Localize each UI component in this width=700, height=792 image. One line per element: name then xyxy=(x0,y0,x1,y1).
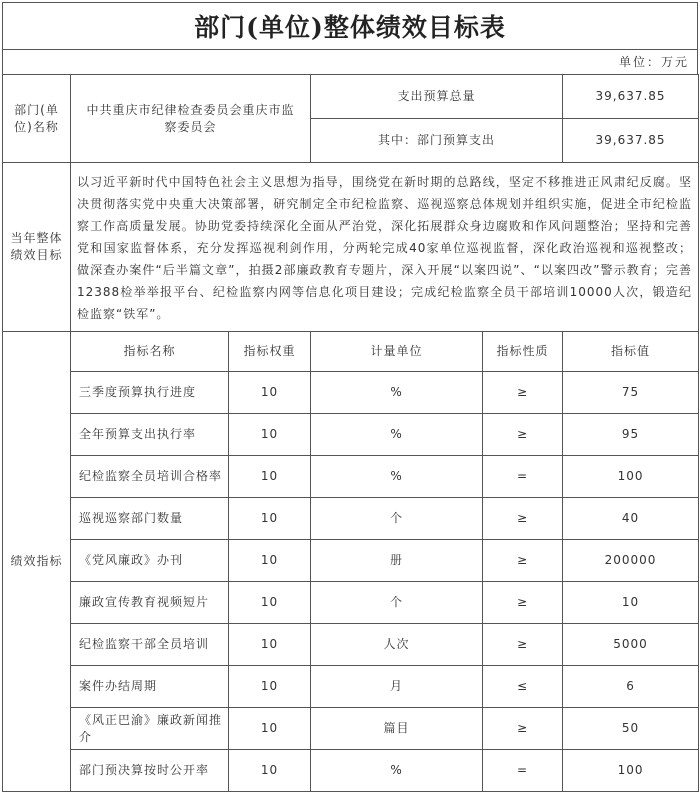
header-value: 指标值 xyxy=(563,332,699,372)
metric-unit: 个 xyxy=(311,582,483,624)
metric-weight: 10 xyxy=(229,498,311,540)
metric-unit: 人次 xyxy=(311,624,483,666)
metric-nature: ≥ xyxy=(483,624,563,666)
goal-label-cell: 当年整体绩效目标 xyxy=(3,163,71,332)
dept-name-cell: 中共重庆市纪律检查委员会重庆市监察委员会 xyxy=(71,75,311,163)
metric-unit: % xyxy=(311,456,483,498)
metric-nature: ≤ xyxy=(483,666,563,708)
metric-name: 案件办结周期 xyxy=(71,666,229,708)
metric-weight: 10 xyxy=(229,372,311,414)
metric-name: 部门预决算按时公开率 xyxy=(71,750,229,792)
goal-text-cell: 以习近平新时代中国特色社会主义思想为指导，围绕党在新时期的总路线，坚定不移推进正风肃纪反腐。坚决贯彻落实党中央重大决策部署，研究制定全市纪检监察、巡视巡察总体规划并组织实施，促进全市纪检监察工作高质量发展。协助党委持续深化全面从严治党，深化拓展群众身边腐败和作风问题整治；坚持和完善党和国家监督体系，充分发挥巡视利剑作用，分两轮完成40家单位巡视监督，深化政治巡视和巡视整改；做深查办案件“后半篇文章”，拍摄2部廉政教育专题片，深入开展“以案四说”、“以案四改”警示教育；完善12388检举举报平台、纪检监察内网等信息化项目建设；完成纪检监察全员干部培训10000人次，锻造纪检监察“铁军”。 xyxy=(71,163,699,332)
goal-row xyxy=(3,163,699,332)
metric-weight: 10 xyxy=(229,750,311,792)
metric-nature: ≥ xyxy=(483,540,563,582)
dept-row-1 xyxy=(3,75,699,119)
metric-name: 《风正巴渝》廉政新闻推介 xyxy=(71,708,229,750)
metric-value: 40 xyxy=(563,498,699,540)
metric-value: 50 xyxy=(563,708,699,750)
table-row xyxy=(3,498,699,540)
metric-value: 200000 xyxy=(563,540,699,582)
metric-unit: % xyxy=(311,414,483,456)
budget-dept-label: 其中：部门预算支出 xyxy=(311,119,563,163)
table-row xyxy=(3,456,699,498)
table-row xyxy=(3,624,699,666)
metrics-label-cell: 绩效指标 xyxy=(3,332,71,792)
metric-nature: ≥ xyxy=(483,582,563,624)
header-weight: 指标权重 xyxy=(229,332,311,372)
table-row xyxy=(3,582,699,624)
table-row xyxy=(3,750,699,792)
metric-value: 100 xyxy=(563,750,699,792)
unit-note: 单位：万元 xyxy=(2,49,698,75)
metric-nature: ≥ xyxy=(483,372,563,414)
metrics-header-row xyxy=(3,332,699,372)
metric-weight: 10 xyxy=(229,582,311,624)
header-unit: 计量单位 xyxy=(311,332,483,372)
page-title: 部门(单位)整体绩效目标表 xyxy=(2,2,698,50)
metric-nature: ≥ xyxy=(483,708,563,750)
dept-label-cell: 部门(单位)名称 xyxy=(3,75,71,163)
metric-nature: = xyxy=(483,750,563,792)
table-row xyxy=(3,708,699,750)
metric-unit: 个 xyxy=(311,498,483,540)
metric-weight: 10 xyxy=(229,666,311,708)
metric-weight: 10 xyxy=(229,708,311,750)
table-row xyxy=(3,666,699,708)
table-row xyxy=(3,372,699,414)
metric-nature: ≥ xyxy=(483,498,563,540)
metric-unit: % xyxy=(311,750,483,792)
metric-value: 5000 xyxy=(563,624,699,666)
budget-dept-value: 39,637.85 xyxy=(563,119,699,163)
budget-total-value: 39,637.85 xyxy=(563,75,699,119)
metric-name: 全年预算支出执行率 xyxy=(71,414,229,456)
metric-weight: 10 xyxy=(229,414,311,456)
metric-weight: 10 xyxy=(229,540,311,582)
budget-total-label: 支出预算总量 xyxy=(311,75,563,119)
metric-name: 《党风廉政》办刊 xyxy=(71,540,229,582)
header-nature: 指标性质 xyxy=(483,332,563,372)
header-name: 指标名称 xyxy=(71,332,229,372)
target-table xyxy=(2,74,699,792)
metric-unit: 月 xyxy=(311,666,483,708)
metric-name: 廉政宣传教育视频短片 xyxy=(71,582,229,624)
table-row xyxy=(3,540,699,582)
metric-value: 75 xyxy=(563,372,699,414)
metric-unit: 册 xyxy=(311,540,483,582)
metric-value: 10 xyxy=(563,582,699,624)
metric-weight: 10 xyxy=(229,624,311,666)
metric-value: 6 xyxy=(563,666,699,708)
metric-name: 巡视巡察部门数量 xyxy=(71,498,229,540)
metric-nature: = xyxy=(483,456,563,498)
metric-value: 95 xyxy=(563,414,699,456)
metric-unit: % xyxy=(311,372,483,414)
table-row xyxy=(3,414,699,456)
metric-unit: 篇目 xyxy=(311,708,483,750)
metric-nature: ≥ xyxy=(483,414,563,456)
metric-name: 纪检监察全员培训合格率 xyxy=(71,456,229,498)
metric-weight: 10 xyxy=(229,456,311,498)
metric-name: 纪检监察干部全员培训 xyxy=(71,624,229,666)
metric-value: 100 xyxy=(563,456,699,498)
metric-name: 三季度预算执行进度 xyxy=(71,372,229,414)
